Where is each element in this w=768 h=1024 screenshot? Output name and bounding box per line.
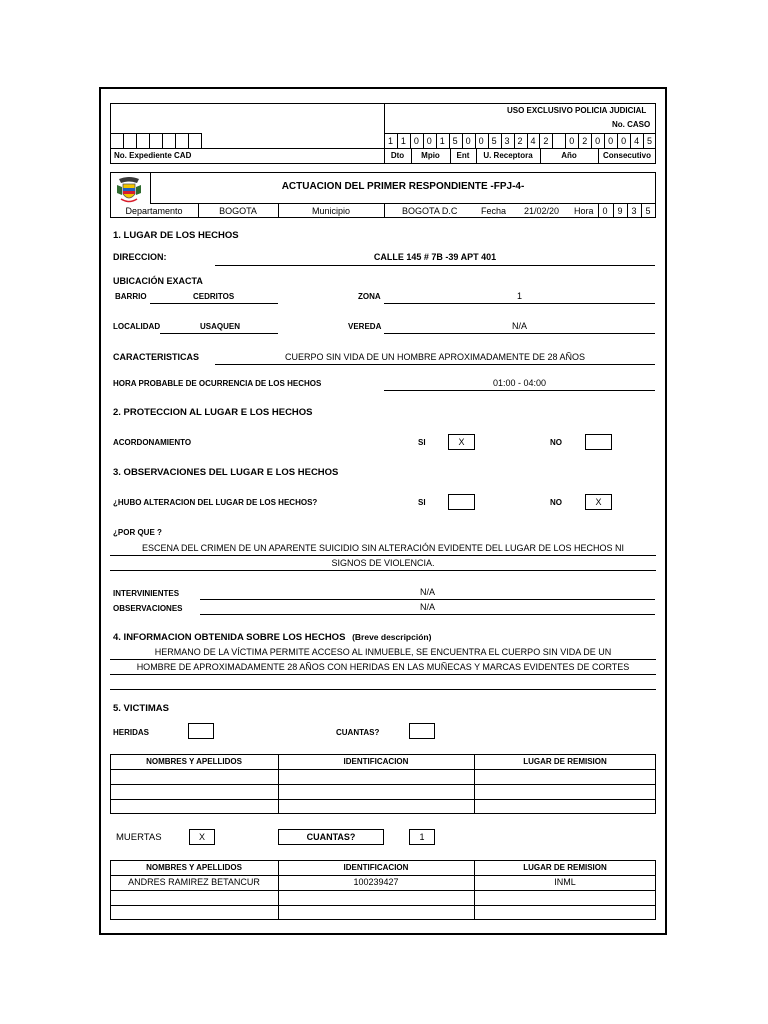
heridas-checkbox[interactable] <box>188 723 214 739</box>
heridas-cuantas-box[interactable] <box>409 723 435 739</box>
section2-heading: 2. PROTECCION AL LUGAR E LOS HECHOS <box>113 407 313 418</box>
heridas-cuantas-label: CUANTAS? <box>336 728 380 737</box>
u-receptora-label: U. Receptora <box>483 151 533 160</box>
ano-label: Año <box>561 151 577 160</box>
colombia-coat-of-arms-icon <box>113 175 145 205</box>
section1-heading: 1. LUGAR DE LOS HECHOS <box>113 230 239 241</box>
cad-cell-divider <box>188 133 189 148</box>
case-digit: 5 <box>646 136 652 146</box>
caracteristicas-label: CARACTERISTICAS <box>113 352 200 362</box>
porque-label: ¿POR QUE ? <box>113 528 162 537</box>
heridas-header-cell: LUGAR DE REMISION <box>523 757 607 766</box>
hora-digit: 0 <box>602 206 608 216</box>
heridas-row-divider <box>110 769 656 770</box>
barrio-value: CEDRITOS <box>193 292 235 301</box>
direccion-value: CALLE 145 # 7B -39 APT 401 <box>373 252 497 262</box>
heridas-header-cell: IDENTIFICACION <box>343 757 409 766</box>
observaciones-label: OBSERVACIONES <box>113 604 183 613</box>
hora-probable-label: HORA PROBABLE DE OCURRENCIA DE LOS HECHOS <box>113 379 322 388</box>
hora-digit: 9 <box>617 206 623 216</box>
caracteristicas-value: CUERPO SIN VIDA DE UN HOMBRE APROXIMADAMENTE DE 28 AÑOS <box>284 352 586 362</box>
case-digit: 0 <box>478 136 484 146</box>
porque-line2: SIGNOS DE VIOLENCIA. <box>331 558 435 568</box>
section4-title: 4. INFORMACION OBTENIDA SOBRE LOS HECHOS <box>113 632 346 643</box>
case-digit: 2 <box>543 136 549 146</box>
muertas-cell[interactable]: ANDRES RAMIREZ BETANCUR <box>128 877 260 887</box>
section4-note: (Breve descripción) <box>352 632 432 642</box>
cad-cell-divider <box>162 133 163 148</box>
case-digit: 1 <box>387 136 393 146</box>
case-digit: 2 <box>517 136 523 146</box>
alteracion-si-checkbox[interactable] <box>448 494 475 510</box>
hora-digit: 5 <box>645 206 651 216</box>
case-digit: 1 <box>439 136 445 146</box>
zona-label: ZONA <box>358 292 381 301</box>
case-digit: 2 <box>582 136 588 146</box>
section4-heading <box>113 632 431 643</box>
case-digit: 4 <box>530 136 536 146</box>
section3-heading: 3. OBSERVACIONES DEL LUGAR E LOS HECHOS <box>113 467 339 478</box>
form-title: ACTUACION DEL PRIMER RESPONDIENTE -FPJ-4- <box>281 181 525 192</box>
vereda-value: N/A <box>511 321 527 331</box>
case-digit: 1 <box>400 136 406 146</box>
case-digit: 5 <box>491 136 497 146</box>
case-digit: 0 <box>608 136 614 146</box>
localidad-label: LOCALIDAD <box>113 322 161 331</box>
muertas-cuantas-label: CUANTAS? <box>278 829 384 845</box>
muertas-row-divider <box>110 875 656 876</box>
muertas-row-divider <box>110 905 656 906</box>
muertas-cell[interactable]: 100239427 <box>353 877 399 887</box>
cad-cell-divider <box>201 133 202 148</box>
alteracion-no-checkbox[interactable]: X <box>585 494 612 510</box>
case-digit: 0 <box>426 136 432 146</box>
ubicacion-exacta-label: UBICACIÓN EXACTA <box>113 276 203 286</box>
cad-cell-divider <box>136 133 137 148</box>
heridas-header-cell: NOMBRES Y APELLIDOS <box>146 757 242 766</box>
departamento-label: Departamento <box>125 206 183 216</box>
direccion-label: DIRECCION: <box>113 252 167 262</box>
case-digit: 0 <box>569 136 575 146</box>
fecha-label: Fecha <box>481 206 507 216</box>
muertas-header-cell: IDENTIFICACION <box>343 863 409 872</box>
acordonamiento-label: ACORDONAMIENTO <box>113 438 192 447</box>
case-digit: 0 <box>465 136 471 146</box>
mpio-label: Mpio <box>421 151 440 160</box>
expediente-cad-label: No. Expediente CAD <box>114 151 192 160</box>
hora-label: Hora <box>574 206 594 216</box>
zona-value: 1 <box>516 291 522 301</box>
section4-line2: HOMBRE DE APROXIMADAMENTE 28 AÑOS CON HERIDAS EN LAS MUÑECAS Y MARCAS EVIDENTES DE CORTES <box>136 662 630 672</box>
case-digit: 5 <box>452 136 458 146</box>
observaciones-value: N/A <box>419 602 435 612</box>
vereda-label: VEREDA <box>348 322 382 331</box>
acordonamiento-no-checkbox[interactable] <box>585 434 612 450</box>
intervinientes-label: INTERVINIENTES <box>113 589 180 598</box>
muertas-checkbox[interactable]: X <box>189 829 215 845</box>
case-digit: 4 <box>634 136 640 146</box>
case-digit: 0 <box>621 136 627 146</box>
cad-cell-divider <box>110 133 111 148</box>
muertas-header-cell: NOMBRES Y APELLIDOS <box>146 863 242 872</box>
hora-digit: 3 <box>631 206 637 216</box>
localidad-value: USAQUEN <box>200 322 241 331</box>
alteracion-si-label: SI <box>418 498 426 507</box>
heridas-row-divider <box>110 799 656 800</box>
section5-heading: 5. VICTIMAS <box>113 703 169 714</box>
cad-cell-divider <box>149 133 150 148</box>
muertas-row-divider <box>110 890 656 891</box>
uso-exclusivo-label: USO EXCLUSIVO POLICIA JUDICIAL <box>507 106 647 115</box>
case-digit: 3 <box>504 136 510 146</box>
ent-label: Ent <box>456 151 470 160</box>
heridas-row-divider <box>110 784 656 785</box>
case-digit: 0 <box>413 136 419 146</box>
intervinientes-value: N/A <box>419 587 435 597</box>
departamento-value: BOGOTA <box>219 206 257 216</box>
case-digit: 0 <box>595 136 601 146</box>
fecha-value: 21/02/20 <box>524 206 560 216</box>
muertas-cell[interactable]: INML <box>554 877 576 887</box>
cad-cell-divider <box>175 133 176 148</box>
acordonamiento-si-checkbox[interactable]: X <box>448 434 475 450</box>
heridas-label: HERIDAS <box>113 728 150 737</box>
case-cell-divider <box>552 133 553 148</box>
alteracion-label: ¿HUBO ALTERACION DEL LUGAR DE LOS HECHOS? <box>113 498 318 507</box>
muertas-label: MUERTAS <box>116 832 162 843</box>
barrio-label: BARRIO <box>115 292 147 301</box>
municipio-value: BOGOTA D.C <box>402 206 458 216</box>
section4-line1: HERMANO DE LA VÍCTIMA PERMITE ACCESO AL INMUEBLE, SE ENCUENTRA EL CUERPO SIN VIDA DE UN <box>154 647 612 657</box>
dto-label: Dto <box>390 151 405 160</box>
acordonamiento-no-label: NO <box>550 438 562 447</box>
hora-probable-value: 01:00 - 04:00 <box>492 378 547 388</box>
cad-cell-divider <box>123 133 124 148</box>
no-caso-label: No. CASO <box>612 120 651 129</box>
municipio-label: Municipio <box>311 206 351 216</box>
acordonamiento-si-label: SI <box>418 438 426 447</box>
alteracion-no-label: NO <box>550 498 562 507</box>
porque-line1: ESCENA DEL CRIMEN DE UN APARENTE SUICIDIO SIN ALTERACIÓN EVIDENTE DEL LUGAR DE LOS HECHOS NI <box>141 543 625 553</box>
muertas-cuantas-box[interactable]: 1 <box>409 829 435 845</box>
consecutivo-label: Consecutivo <box>602 151 651 160</box>
muertas-header-cell: LUGAR DE REMISION <box>523 863 607 872</box>
